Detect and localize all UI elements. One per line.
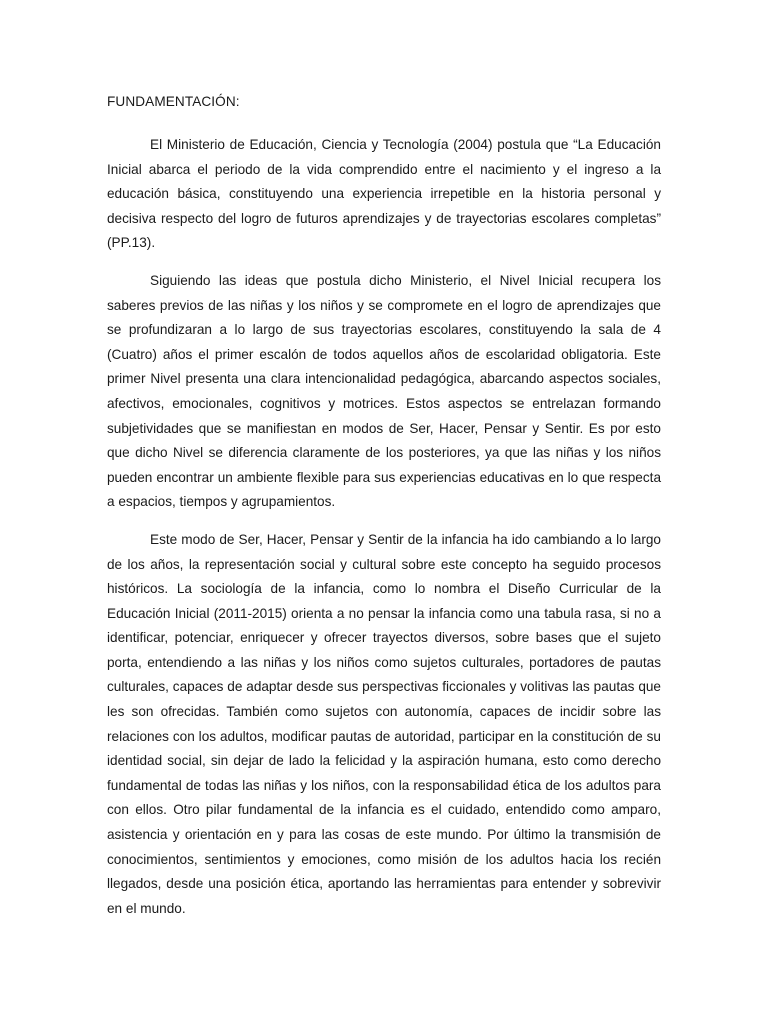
paragraph-1: El Ministerio de Educación, Ciencia y Tecnología (2004) postula que “La Educación Inicial abarca el periodo de la vida comprendido entre el nacimiento y el ingreso a la educación básica, constituyendo una experiencia irrepetible en la historia personal y decisiva respecto del logro de futuros aprendizajes y de trayectorias escolares completas” (PP.13). [107, 137, 661, 251]
body-text [107, 133, 661, 934]
paragraph-2: Siguiendo las ideas que postula dicho Ministerio, el Nivel Inicial recupera los saberes previos de las niñas y los niños y se compromete en el logro de aprendizajes que se profundizaran a lo largo de sus trayectorias escolares, constituyendo la sala de 4 (Cuatro) años el primer escalón de todos aquellos años de escolaridad obligatoria. Este primer Nivel presenta una clara intencionalidad pedagógica, abarcando aspectos sociales, afectivos, emocionales, cognitivos y motrices. Estos aspectos se entrelazan formando subjetividades que se manifiestan en modos de Ser, Hacer, Pensar y Sentir. Es por esto que dicho Nivel se diferencia claramente de los posteriores, ya que las niñas y los niños pueden encontrar un ambiente flexible para sus experiencias educativas en lo que respecta a espacios, tiempos y agrupamientos. [107, 272, 661, 510]
section-heading: FUNDAMENTACIÓN: [107, 94, 240, 109]
paragraph-3: Este modo de Ser, Hacer, Pensar y Sentir de la infancia ha ido cambiando a lo largo de los años, la representación social y cultural sobre este concepto ha seguido procesos históricos. La sociología de la infancia, como lo nombra el Diseño Curricular de la Educación Inicial (2011-2015) orienta a no pensar la infancia como una tabula rasa, si no a identificar, potenciar, enriquecer y ofrecer trayectos diversos, sobre bases que el sujeto porta, entendiendo a las niñas y los niños como sujetos culturales, portadores de pautas culturales, capaces de adaptar desde sus perspectivas ficcionales y volitivas las pautas que les son ofrecidas. También como sujetos con autonomía, capaces de incidir sobre las relaciones con los adultos, modificar pautas de autoridad, participar en la constitución de su identidad social, sin dejar de lado la felicidad y la aspiración humana, esto como derecho fundamental de todas las niñas y los niños, con la responsabilidad ética de los adultos para con ellos. Otro pilar fundamental de la infancia es el cuidado, entendido como amparo, asistencia y orientación en y para las cosas de este mundo. Por último la transmisión de conocimientos, sentimientos y emociones, como misión de los adultos hacia los recién llegados, desde una posición ética, aportando las herramientas para entender y sobrevivir en el mundo. [107, 531, 661, 916]
